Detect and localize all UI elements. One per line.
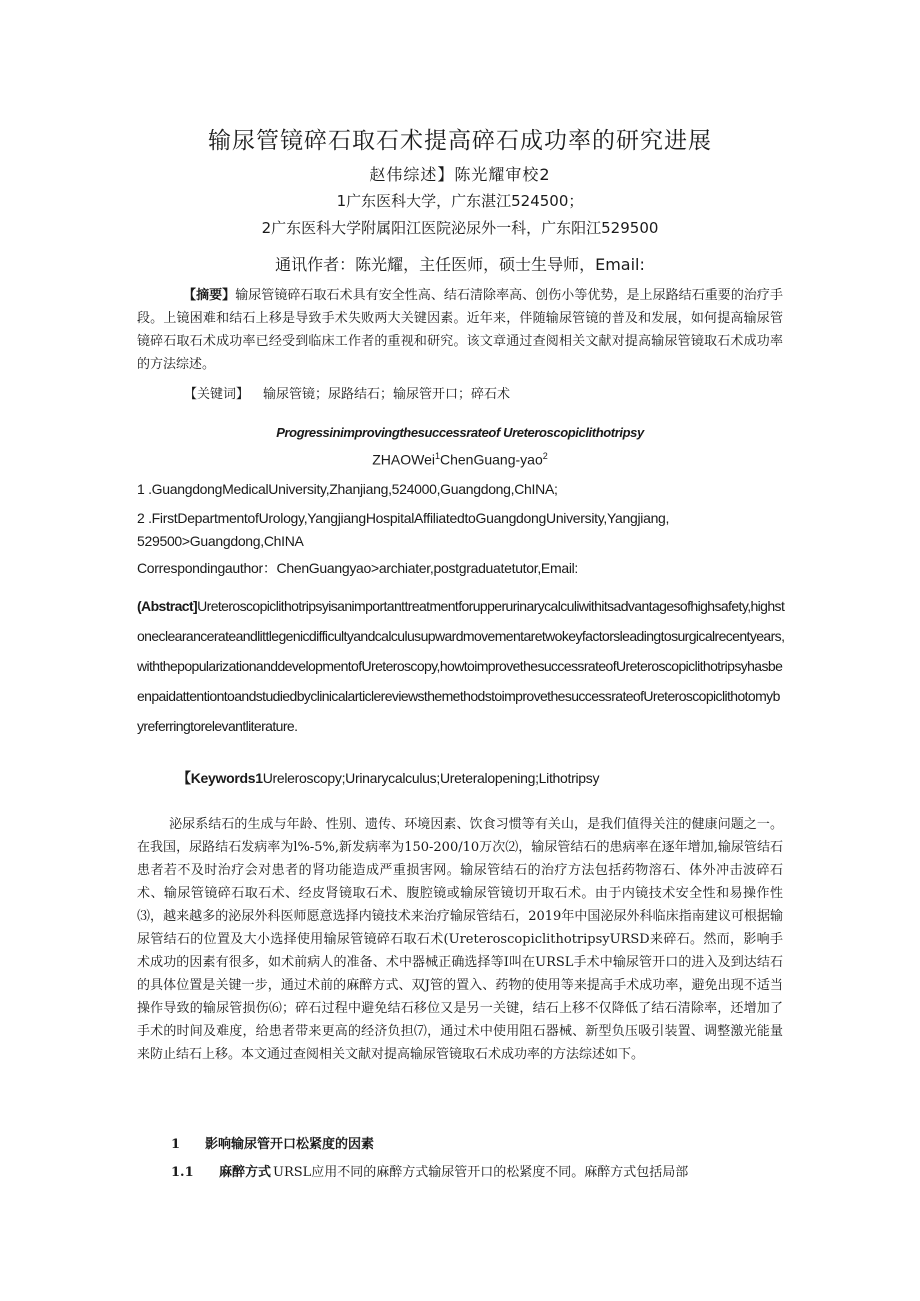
section-1-1-number: 1.1 [171,1165,194,1180]
section-1-title: 影响输尿管开口松紧度的因素 [205,1137,375,1152]
english-affiliation-2: 2 .FirstDepartmentofUrology,YangjiangHospitalAffiliatedtoGuangdongUniversity,Yangjiang, [137,510,670,526]
abstract-cn [137,284,783,376]
section-1-heading [171,1133,374,1152]
abstract-cn-text: 输尿管镜碎石取石术具有安全性高、结石清除率高、创伤小等优势，是上尿路结石重要的治疗手段。上镜困难和结石上移是导致手术失败两大关键因素。近年来，伴随输尿管镜的普及和发展，如何提高输尿管镜碎石取石术成功率已经受到临床工作者的重视和研究。该文章通过查阅相关文献对提高输尿管镜取石术成功率的方法综述。 [137,288,783,372]
keywords-cn [184,383,510,402]
english-keywords-text: Ureleroscopy;Urinarycalculus;Ureteralopening;Lithotripsy [262,770,600,786]
keywords-cn-text: 输尿管镜；尿路结石；输尿管开口；碎石术 [263,387,511,402]
english-abstract [137,591,785,741]
corresponding-author-cn: 通讯作者：陈光耀，主任医师，硕士生导师，Email: [275,255,645,274]
english-abstract-text: Ureteroscopiclithotripsyisanimportanttreatmentforupperurinarycalculiwithitsadvantagesofhighsafety,highstoneclearancerateandlittlegenicdifficultyandcalculusupwardmovementaretwokeyfactorsleadingtosurgicalrecentyears,withthepopularizationanddevelopmentofUreteroscopy,howtoimprovethesuccessrateofUreteroscopiclithotripsyhasbeenpaidattentiontoandstudiedbyclinicalarticlereviewsthemethodstoimprovethesuccessrateofUreteroscopiclithotomybyreferringtorelevantliterature. [137,598,785,734]
english-keywords-label: 【Keywords1 [177,770,263,786]
english-authors [0,451,920,468]
english-affiliation-1: 1 .GuangdongMedicalUniversity,Zhanjiang,524000,Guangdong,ChINA; [137,481,558,497]
paper-title: 输尿管镜碎石取石术提高碎石成功率的研究进展 [208,128,712,154]
body-paragraph [137,813,783,1066]
section-1-1-text: URSL应用不同的麻醉方式输尿管开口的松紧度不同。麻醉方式包括局部 [273,1165,689,1180]
keywords-cn-label: 【关键词】 [184,387,250,402]
english-abstract-label: (Abstract] [137,598,198,614]
english-affiliation-2-cont: 529500>Guangdong,ChINA [137,533,304,549]
body-paragraph-text: 泌尿系结石的生成与年龄、性别、遗传、环境因素、饮食习惯等有关山，是我们值得关注的健康问题之一。在我国，尿路结石发病率为l%-5%,新发病率为150-200/10万次⑵，输尿管结石的患病率在逐年增加,输尿管结石患者若不及时治疗会对患者的肾功能造成严重损害网。输尿管结石的治疗方法包括药物溶石、体外冲击波碎石术、输尿管镜碎石取石术、经皮肾镜取石术、腹腔镜或输尿管镜切开取石术。由于内镜技术安全性和易操作性⑶，越来越多的泌尿外科医师愿意选择内镜技术来治疗输尿管结石，2019年中国泌尿外科临床指南建议可根据输尿管结石的位置及大小选择使用输尿管镜碎石取石术(UreteroscopiclithotripsyURSD来碎石。然而，影响手术成功的因素有很多，如术前病人的准备、术中器械正确选择等I叫在URSL手术中输尿管开口的进入及到达结石的具体位置是关键一步，通过术前的麻醉方式、双J管的置入、药物的使用等来提高手术成功率，避免出现不适当操作导致的输尿管损伤⑹；碎石过程中避免结石移位又是另一关键，结石上移不仅降低了结石清除率，还增加了手术的时间及难度，给患者带来更高的经济负担⑺，通过术中使用阻石器械、新型负压吸引装置、调整激光能量来防止结石上移。本文通过查阅相关文献对提高输尿管镜取石术成功率的方法综述如下。 [137,817,783,1062]
abstract-cn-label: 【摘要】 [183,288,236,303]
section-1-1-label: 麻醉方式 [219,1165,272,1180]
author-1-sup: 1 [434,451,440,461]
authors-cn: 赵伟综述】陈光耀审校2 [369,165,551,184]
english-keywords [177,768,599,788]
english-corresponding-author: Correspondingauthor：ChenGuangyao>archiater,postgraduatetutor,Email: [137,560,579,576]
english-title: Progressinimprovingthesuccessrateof Ureteroscopiclithotripsy [276,425,644,440]
affiliation-1: 1广东医科大学，广东湛江524500； [336,192,584,210]
section-1-number: 1 [171,1137,181,1152]
affiliation-2: 2广东医科大学附属阳江医院泌尿外一科，广东阳江529500 [261,219,659,237]
section-1-1-heading [171,1161,688,1180]
author-2-sup: 2 [542,451,548,461]
author-1-name: ZHAOWei [372,451,435,468]
author-2-name: ChenGuang-yao [440,451,543,468]
